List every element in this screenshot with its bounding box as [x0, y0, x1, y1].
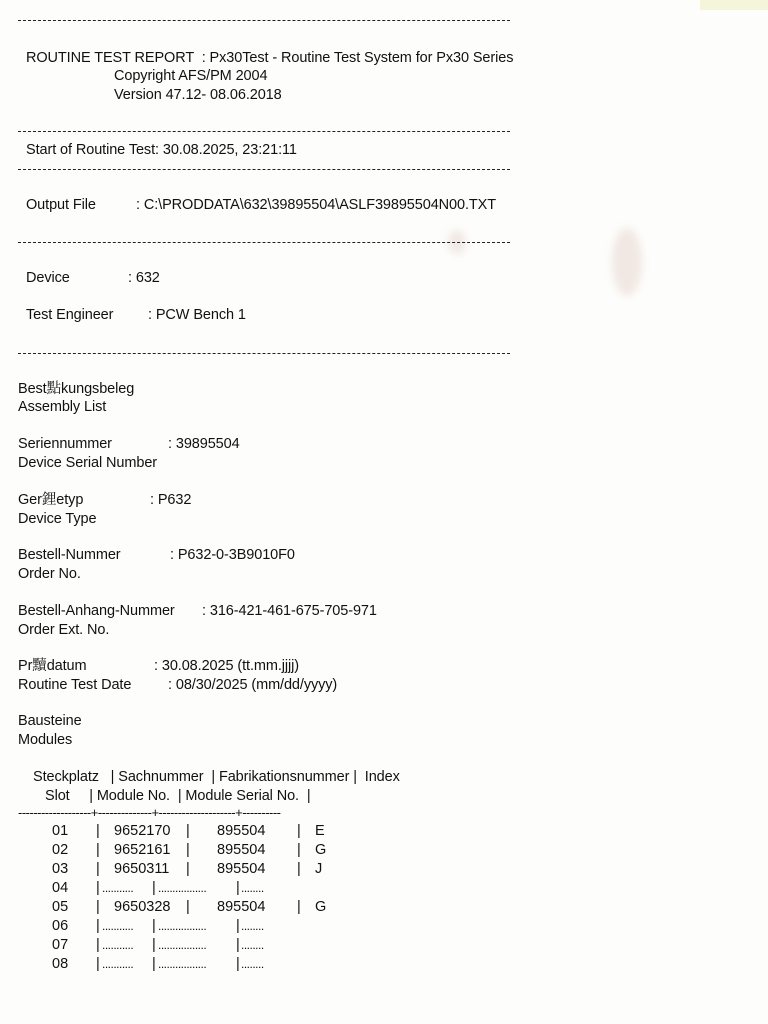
modules-label-de: Bausteine [18, 713, 82, 729]
order-number-label-de: Bestell-Nummer [18, 547, 121, 563]
module-number-cell: ........... [102, 957, 134, 971]
index-cell: E [315, 823, 325, 839]
index-cell: ........ [241, 938, 264, 952]
column-separator: | [297, 861, 301, 877]
module-number-cell: 9652161 [114, 842, 171, 858]
assembly-list-en: Assembly List [18, 399, 107, 415]
module-serial-cell: 895504 [217, 861, 266, 877]
test-date-value-en: : 08/30/2025 (mm/dd/yyyy) [168, 677, 338, 693]
column-separator: | [186, 861, 190, 877]
column-separator: | [152, 956, 156, 972]
column-separator: | [186, 823, 190, 839]
module-serial-cell: ................. [158, 881, 207, 895]
divider-line [18, 353, 510, 354]
modules-table-header-en: Slot | Module No. | Module Serial No. | [45, 788, 311, 804]
copyright-text: Copyright AFS/PM 2004 [114, 68, 268, 84]
slot-cell: 07 [52, 937, 69, 953]
version-text: Version 47.12- 08.06.2018 [114, 87, 282, 103]
slot-cell: 06 [52, 918, 69, 934]
device-type-label-de: Ger鋰etyp [18, 492, 84, 508]
modules-table-header-de: Steckplatz | Sachnummer | Fabrikationsnummer | Index [33, 769, 400, 785]
module-serial-cell: 895504 [217, 842, 266, 858]
start-time: Start of Routine Test: 30.08.2025, 23:21:11 [26, 142, 297, 158]
module-number-cell: ........... [102, 881, 134, 895]
column-separator: | [152, 918, 156, 934]
module-serial-cell: ................. [158, 938, 207, 952]
device-type-label-en: Device Type [18, 511, 97, 527]
output-file-label: Output File [26, 197, 96, 213]
slot-cell: 03 [52, 861, 69, 877]
column-separator: | [152, 937, 156, 953]
device-type-value: : P632 [150, 492, 192, 508]
module-serial-cell: ................. [158, 919, 207, 933]
column-separator: | [152, 880, 156, 896]
index-cell: ........ [241, 957, 264, 971]
index-cell: G [315, 899, 327, 915]
column-separator: | [236, 918, 240, 934]
index-cell: J [315, 861, 323, 877]
column-separator: | [96, 861, 100, 877]
order-ext-label-de: Bestell-Anhang-Nummer [18, 603, 175, 619]
order-number-value: : P632-0-3B9010F0 [170, 547, 295, 563]
modules-table-separator: -------------------+--------------+--------------------+---------- [18, 805, 281, 820]
modules-label-en: Modules [18, 732, 73, 748]
index-cell: ........ [241, 919, 264, 933]
column-separator: | [96, 842, 100, 858]
column-separator: | [297, 842, 301, 858]
output-file-value: : C:\PRODDATA\632\39895504\ASLF39895504N00.TXT [136, 197, 496, 213]
test-date-label-en: Routine Test Date [18, 677, 132, 693]
index-cell: ........ [241, 881, 264, 895]
assembly-list-de: Best點kungsbeleg [18, 381, 135, 397]
device-label: Device [26, 270, 70, 286]
module-serial-cell: 895504 [217, 823, 266, 839]
module-serial-cell: ................. [158, 957, 207, 971]
column-separator: | [236, 880, 240, 896]
column-separator: | [96, 918, 100, 934]
paper-mark [700, 0, 768, 10]
report-title: ROUTINE TEST REPORT : Px30Test - Routine Test System for Px30 Series [26, 50, 514, 66]
divider-line [18, 131, 510, 132]
divider-line [18, 242, 510, 243]
order-ext-value: : 316-421-461-675-705-971 [202, 603, 377, 619]
divider-line [18, 169, 510, 170]
serial-number-label-en: Device Serial Number [18, 455, 158, 471]
index-cell: G [315, 842, 327, 858]
device-value: : 632 [128, 270, 160, 286]
column-separator: | [96, 880, 100, 896]
test-date-label-de: Pr黷datum [18, 658, 87, 674]
module-serial-cell: 895504 [217, 899, 266, 915]
slot-cell: 02 [52, 842, 69, 858]
serial-number-label-de: Seriennummer [18, 436, 112, 452]
column-separator: | [96, 823, 100, 839]
column-separator: | [297, 899, 301, 915]
test-engineer-value: : PCW Bench 1 [148, 307, 246, 323]
column-separator: | [96, 956, 100, 972]
column-separator: | [96, 899, 100, 915]
column-separator: | [186, 842, 190, 858]
slot-cell: 05 [52, 899, 69, 915]
slot-cell: 01 [52, 823, 69, 839]
module-number-cell: 9650311 [114, 861, 170, 877]
column-separator: | [236, 956, 240, 972]
slot-cell: 04 [52, 880, 69, 896]
order-ext-label-en: Order Ext. No. [18, 622, 110, 638]
module-number-cell: 9650328 [114, 899, 171, 915]
divider-line [18, 20, 510, 21]
module-number-cell: ........... [102, 919, 134, 933]
order-number-label-en: Order No. [18, 566, 81, 582]
paper-stain [612, 228, 642, 296]
module-number-cell: 9652170 [114, 823, 171, 839]
column-separator: | [96, 937, 100, 953]
slot-cell: 08 [52, 956, 69, 972]
serial-number-value: : 39895504 [168, 436, 240, 452]
test-date-value-de: : 30.08.2025 (tt.mm.jjjj) [154, 658, 299, 674]
column-separator: | [297, 823, 301, 839]
test-engineer-label: Test Engineer [26, 307, 114, 323]
column-separator: | [236, 937, 240, 953]
module-number-cell: ........... [102, 938, 134, 952]
column-separator: | [186, 899, 190, 915]
